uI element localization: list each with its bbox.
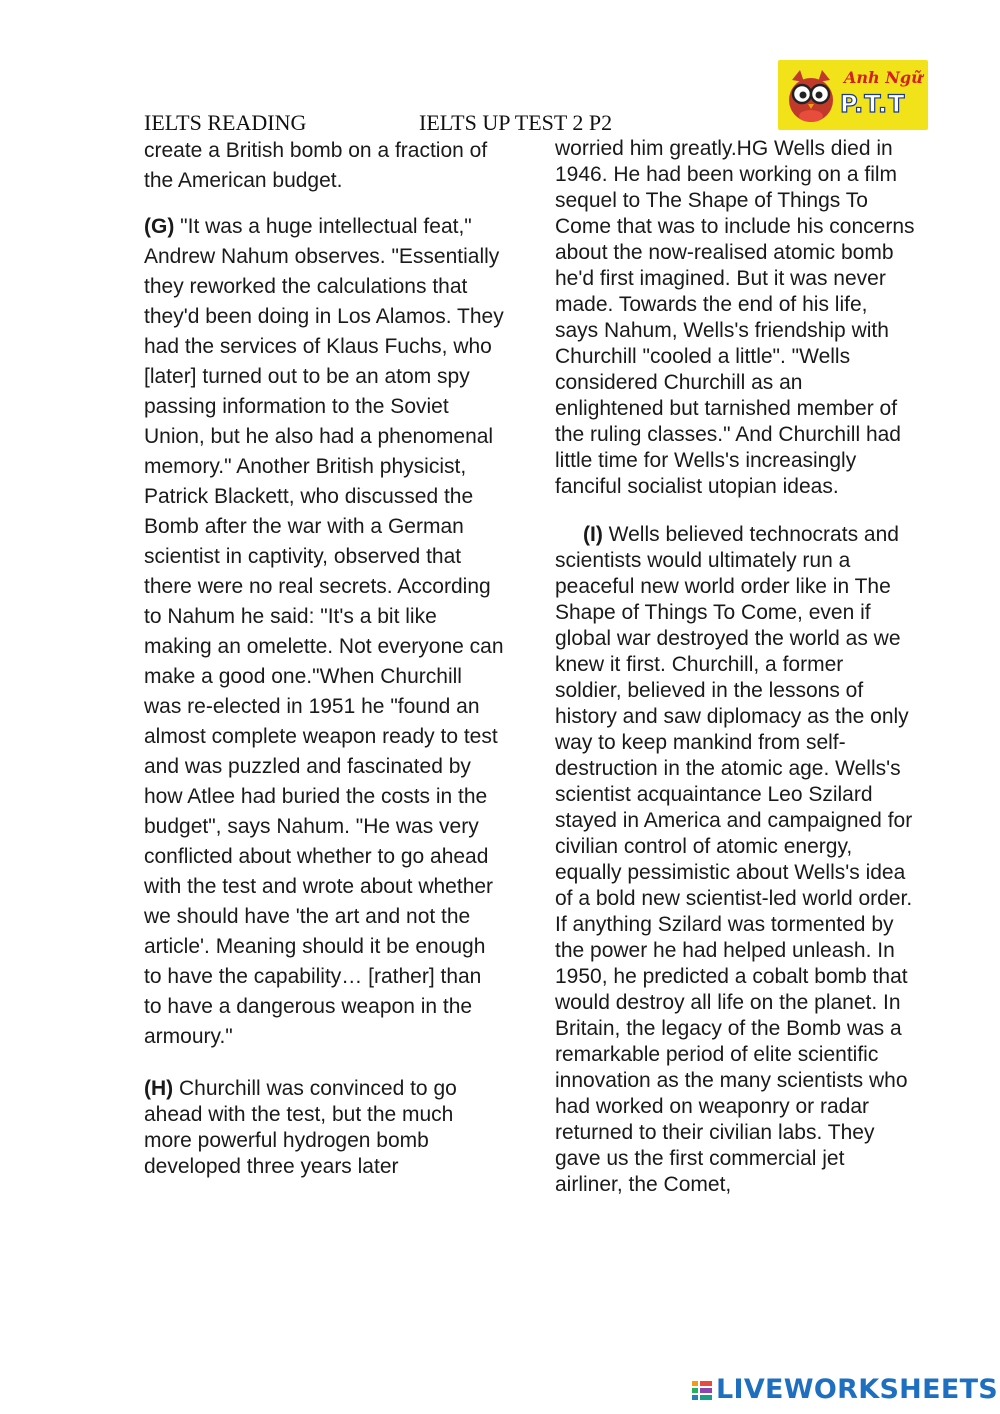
- right-intro-paragraph: worried him greatly.HG Wells died in 1946. He had been working on a film sequel to The Shape of Things To Come that was to include his concerns about the now-realised atomic bomb he'd first imagined. But it was never made. Towards the end of his life, says Nahum, Wells's friendship with Churchill "cooled a little". "Wells considered Churchill as an enlightened but tarnished member of the ruling classes." And Churchill had little time for Wells's increasingly fanciful socialist utopian ideas.: [555, 137, 915, 498]
- owl-icon: [784, 66, 838, 124]
- header-right-title: IELTS UP TEST 2 P2: [419, 110, 613, 135]
- paragraph-i: [555, 522, 915, 1198]
- page-header: [144, 110, 613, 136]
- paragraph-g: [144, 212, 504, 1052]
- liveworksheets-brand: LIVEWORKSHEETS: [716, 1374, 999, 1405]
- paragraph-h-label: (H): [144, 1077, 174, 1100]
- right-column: [555, 136, 915, 1198]
- left-column: [144, 136, 504, 1180]
- brand-logo: [778, 60, 928, 130]
- paragraph-g-text: "It was a huge intellectual feat," Andrew Nahum observes. "Essentially they reworked the calculations that they'd been doing in Los Alamos. They had the services of Klaus Fuchs, who [later] turned out to be an atom spy passing information to the Soviet Union, but he also had a phenomenal memory." Another British physicist, Patrick Blackett, who discussed the Bomb after the war with a German scientist in captivity, observed that there were no real secrets. According to Nahum he said: "It's a bit like making an omelette. Not everyone can make a good one."When Churchill was re-elected in 1951 he "found an almost complete weapon ready to test and was puzzled and fascinated by how Atlee had buried the costs in the budget", says Nahum. "He was very conflicted about whether to go ahead with the test and wrote about whether we should have 'the art and not the article'. Meaning should it be enough to have the capability… [rather] than to have a dangerous weapon in the armoury.": [144, 215, 504, 1048]
- paragraph-g-label: (G): [144, 215, 175, 238]
- liveworksheets-icon: [690, 1378, 714, 1402]
- paragraph-i-label: (I): [583, 523, 603, 546]
- logo-main-text: P.T.T: [840, 90, 906, 118]
- left-intro-paragraph: create a British bomb on a fraction of the American budget.: [144, 139, 488, 192]
- logo-top-text: Anh Ngữ: [844, 68, 923, 87]
- paragraph-h: [144, 1076, 504, 1180]
- paragraph-i-text: Wells believed technocrats and scientists would ultimately run a peaceful new world order like in The Shape of Things To Come, even if global war destroyed the world as we knew it first. Churchill, a former soldier, believed in the lessons of history and saw diplomacy as the only way to keep mankind from self-destruction in the atomic age. Wells's scientist acquaintance Leo Szilard stayed in America and campaigned for civilian control of atomic energy, equally pessimistic about Wells's idea of a bold new scientist-led world order. If anything Szilard was tormented by the power he had helped unleash. In 1950, he predicted a cobalt bomb that would destroy all life on the planet. In Britain, the legacy of the Bomb was a remarkable period of elite scientific innovation as the many scientists who had worked on weaponry or radar returned to their civilian labs. They gave us the first commercial jet airliner, the Comet,: [555, 523, 913, 1196]
- paragraph-h-text: Churchill was convinced to go ahead with the test, but the much more powerful hydrogen bomb developed three years later: [144, 1077, 457, 1178]
- header-left-title: IELTS READING: [144, 110, 307, 135]
